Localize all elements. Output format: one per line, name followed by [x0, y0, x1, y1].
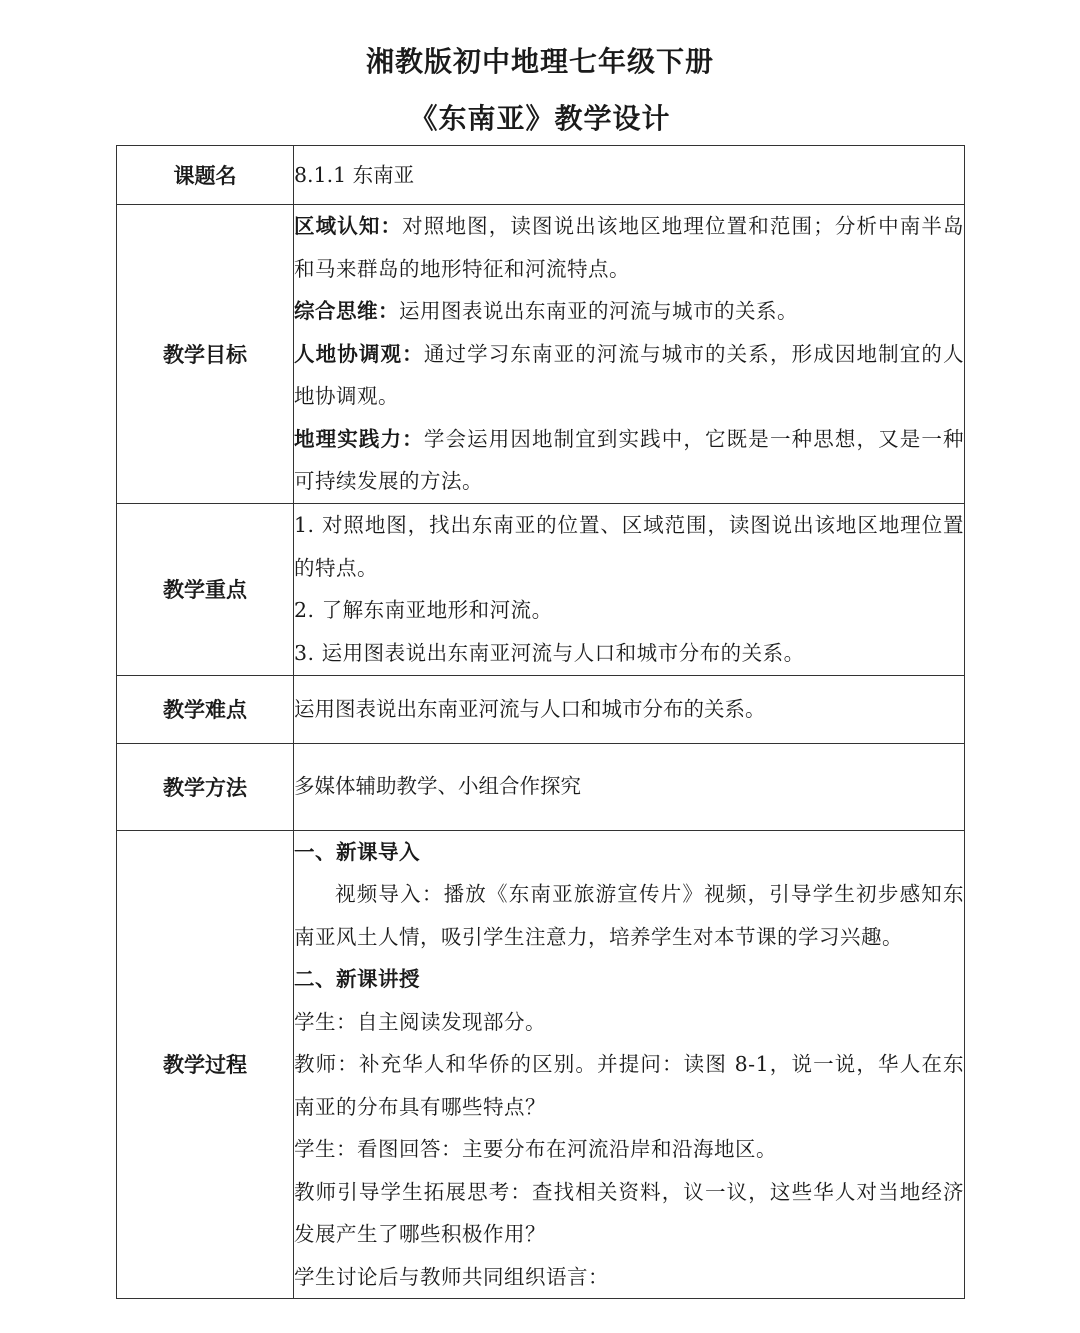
row-difficulty	[117, 675, 965, 743]
key-points-label: 教学重点	[117, 503, 294, 675]
document-title: 湘教版初中地理七年级下册	[365, 45, 714, 78]
section-heading: 一、新课导入	[294, 839, 420, 864]
goal-text: 通过学习东南亚的河流与城市的关系，形成因地制宜的人地协调观。	[294, 341, 965, 408]
document-subtitle: 《东南亚》教学设计	[409, 102, 671, 135]
intro-paragraph: 视频导入：播放《东南亚旅游宣传片》视频，引导学生初步感知东南亚风土人情，吸引学生注意力，培养学生对本节课的学习兴趣。	[294, 882, 964, 949]
goals-label: 教学目标	[117, 205, 294, 504]
process-line: 教师：补充华人和华侨的区别。并提问：读图 8-1，说一说，华人在东南亚的分布具有哪些特点？	[294, 1052, 964, 1119]
goal-text: 学会运用因地制宜到实践中，它既是一种思想，又是一种可持续发展的方法。	[294, 426, 965, 493]
goal-key: 地理实践力：	[294, 426, 424, 451]
process-content	[294, 830, 965, 1299]
method-value: 多媒体辅助教学、小组合作探究	[294, 743, 965, 830]
process-line: 学生：看图回答：主要分布在河流沿岸和沿海地区。	[294, 1137, 777, 1161]
row-key-points	[117, 503, 965, 675]
key-point-item: 2. 了解东南亚地形和河流。	[294, 598, 553, 622]
goal-item	[294, 418, 964, 503]
goals-content	[294, 205, 965, 504]
process-line: 学生：自主阅读发现部分。	[294, 1009, 546, 1034]
difficulty-value: 运用图表说出东南亚河流与人口和城市分布的关系。	[294, 675, 965, 743]
section-heading: 二、新课讲授	[294, 967, 420, 991]
goal-key: 综合思维：	[294, 299, 399, 323]
row-method	[117, 743, 965, 830]
process-line: 学生讨论后与教师共同组织语言：	[294, 1264, 609, 1289]
key-point-item: 1. 对照地图，找出东南亚的位置、区域范围，读图说出该地区地理位置的特点。	[294, 513, 964, 580]
lesson-plan-table	[116, 145, 965, 1299]
topic-value: 8.1.1 东南亚	[294, 146, 965, 205]
goal-item	[294, 205, 964, 290]
row-goals	[117, 205, 965, 504]
process-label: 教学过程	[117, 830, 294, 1299]
goal-text: 对照地图，读图说出该地区地理位置和范围；分析中南半岛和马来群岛的地形特征和河流特点。	[294, 214, 965, 281]
goal-item	[294, 290, 964, 333]
key-points-content	[294, 503, 965, 675]
row-topic	[117, 146, 965, 205]
goal-key: 区域认知：	[294, 214, 403, 238]
row-process	[117, 830, 965, 1299]
topic-label: 课题名	[117, 146, 294, 205]
process-line: 教师引导学生拓展思考：查找相关资料，议一议，这些华人对当地经济发展产生了哪些积极作用？	[294, 1179, 964, 1246]
difficulty-label: 教学难点	[117, 675, 294, 743]
goal-text: 运用图表说出东南亚的河流与城市的关系。	[399, 299, 798, 323]
goal-item	[294, 333, 964, 418]
goal-key: 人地协调观：	[294, 341, 424, 366]
key-point-item: 3. 运用图表说出东南亚河流与人口和城市分布的关系。	[294, 640, 805, 665]
method-label: 教学方法	[117, 743, 294, 830]
